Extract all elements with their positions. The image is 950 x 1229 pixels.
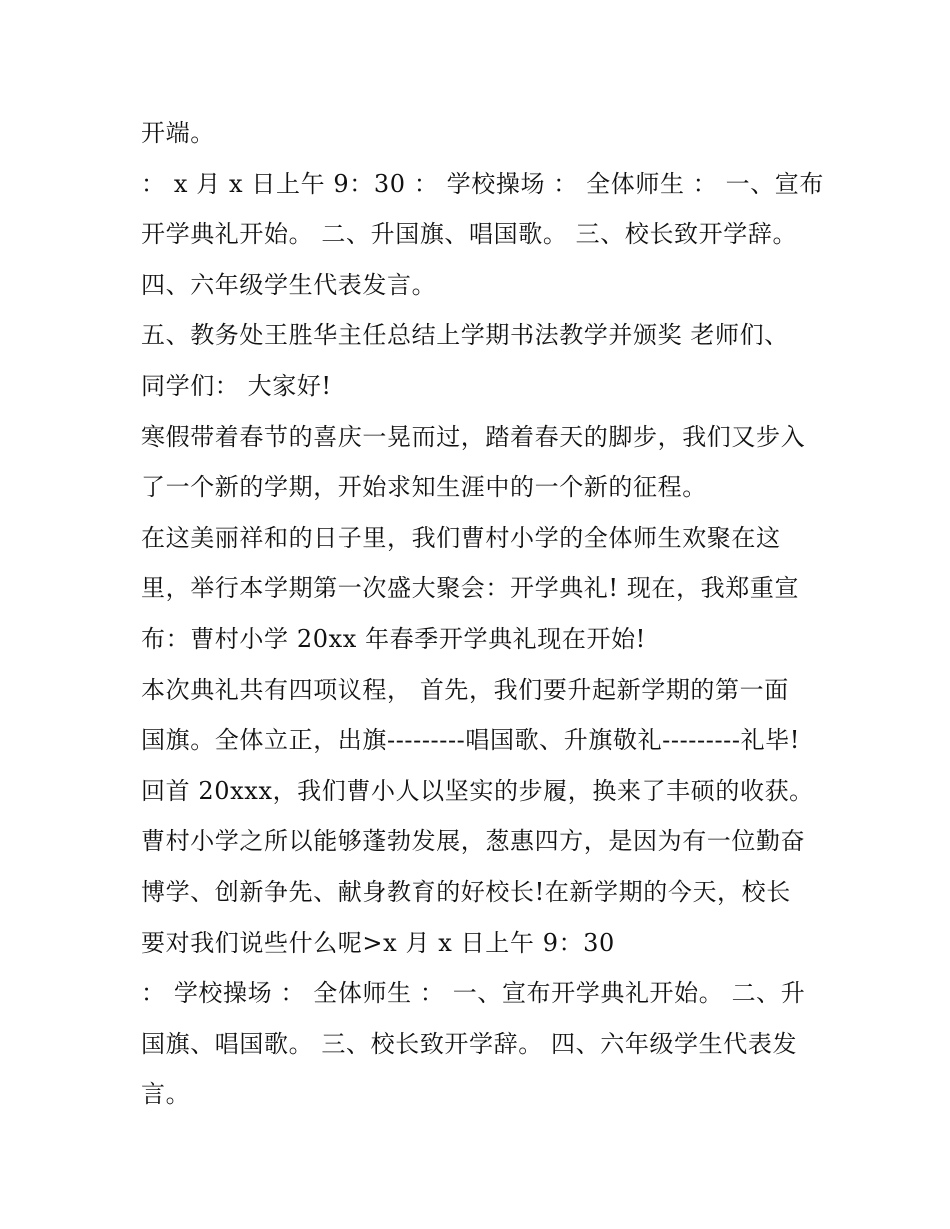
text-line: 国旗。全体立正，出旗---------唱国歌、升旗敬礼---------礼毕! [141,726,801,755]
document-body [141,108,824,1120]
text-line: ： 学校操场 ： 全体师生 ： 一、宣布开学典礼开始。 二、升 [141,979,806,1008]
text-line: 五、教务处王胜华主任总结上学期书法教学并颁奖 老师们、 [141,321,789,350]
text-line: 言。 [141,1080,191,1109]
text-line: 博学、创新争先、献身教育的好校长!在新学期的今天，校长 [141,877,791,906]
text-line: 要对我们说些什么呢>x 月 x 日上午 9：30 [141,928,615,957]
text-line: ： x 月 x 日上午 9：30 ： 学校操场 ： 全体师生 ： 一、宣布 [141,169,824,198]
text-line: 四、六年级学生代表发言。 [141,270,437,299]
text-line: 开端。 [141,119,215,147]
text-line: 国旗、唱国歌。 三、校长致开学辞。 四、六年级学生代表发 [141,1029,798,1058]
text-line: 回首 20xxx，我们曹小人以坚实的步履，换来了丰硕的收获。 [141,776,814,805]
text-line: 寒假带着春节的喜庆一晃而过，踏着春天的脚步，我们又步入 [141,422,806,451]
text-line: 了一个新的学期，开始求知生涯中的一个新的征程。 [141,473,707,502]
text-line: 在这美丽祥和的日子里，我们曹村小学的全体师生欢聚在这 [141,523,781,552]
text-line: 开学典礼开始。 二、升国旗、唱国歌。 三、校长致开学辞。 [141,220,798,249]
text-line: 同学们： 大家好! [141,371,332,400]
text-line: 布：曹村小学 20xx 年春季开学典礼现在开始! [141,624,646,653]
text-line: 曹村小学之所以能够蓬勃发展，葱惠四方，是因为有一位勤奋 [141,827,806,856]
text-line: 里，举行本学期第一次盛大聚会：开学典礼! 现在，我郑重宣 [141,574,800,603]
text-line: 本次典礼共有四项议程， 首先，我们要升起新学期的第一面 [141,675,789,704]
